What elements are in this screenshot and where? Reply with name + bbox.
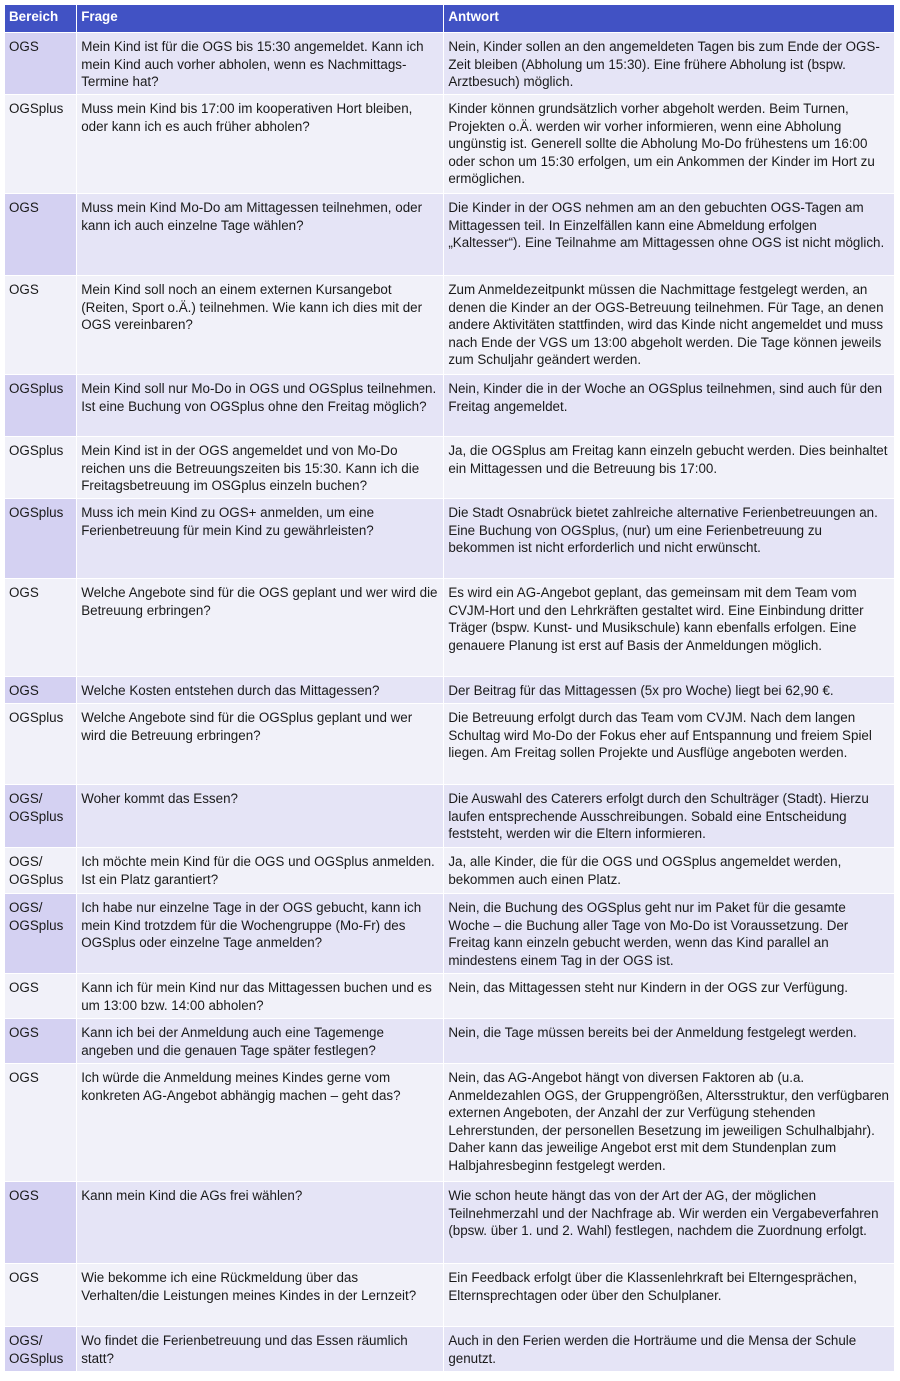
question-cell: Ich habe nur einzelne Tage in der OGS gebucht, kann ich mein Kind trotzdem für die Wochengruppe (Mo-Fr) des OGSplus oder einzelne Tage anmelden? bbox=[77, 894, 444, 974]
table-body bbox=[5, 33, 895, 1372]
question-cell: Mein Kind soll nur Mo-Do in OGS und OGSplus teilnehmen. Ist eine Buchung von OGSplus ohne den Freitag möglich? bbox=[77, 375, 444, 437]
question-cell: Ich würde die Anmeldung meines Kindes gerne vom konkreten AG-Angebot abhängig machen – geht das? bbox=[77, 1064, 444, 1182]
answer-cell: Ja, alle Kinder, die für die OGS und OGSplus angemeldet werden, bekommen auch einen Platz. bbox=[444, 848, 895, 894]
area-cell: OGS/ OGSplus bbox=[5, 894, 77, 974]
area-cell: OGS bbox=[5, 1064, 77, 1182]
area-cell: OGSplus bbox=[5, 437, 77, 499]
area-cell: OGS bbox=[5, 194, 77, 276]
area-cell: OGS bbox=[5, 33, 77, 95]
answer-cell: Nein, das Mittagessen steht nur Kindern in der OGS zur Verfügung. bbox=[444, 974, 895, 1019]
answer-cell: Der Beitrag für das Mittagessen (5x pro Woche) liegt bei 62,90 €. bbox=[444, 677, 895, 704]
area-cell: OGS bbox=[5, 1264, 77, 1327]
table-row bbox=[5, 1064, 895, 1182]
area-cell: OGS bbox=[5, 974, 77, 1019]
question-cell: Welche Angebote sind für die OGSplus geplant und wer wird die Betreuung erbringen? bbox=[77, 704, 444, 785]
answer-cell: Wie schon heute hängt das von der Art der AG, der möglichen Teilnehmerzahl und der Nachfrage ab. Wir werden ein Vergabeverfahren (bpsw. über 1. und 2. Wahl) festlegen, nachdem die Zuordnung erfolgt. bbox=[444, 1182, 895, 1264]
area-cell: OGSplus bbox=[5, 95, 77, 194]
table-row bbox=[5, 894, 895, 974]
table-row bbox=[5, 1019, 895, 1064]
question-cell: Wo findet die Ferienbetreuung und das Essen räumlich statt? bbox=[77, 1327, 444, 1372]
table-row bbox=[5, 437, 895, 499]
table-header bbox=[5, 5, 895, 33]
table-row bbox=[5, 1327, 895, 1372]
area-cell: OGS bbox=[5, 677, 77, 704]
table-row bbox=[5, 33, 895, 95]
table-row bbox=[5, 276, 895, 375]
answer-cell: Es wird ein AG-Angebot geplant, das gemeinsam mit dem Team vom CVJM-Hort und den Lehrkräften gestaltet wird. Eine Einbindung dritter Träger (bspw. Kunst- und Musikschule) kann ebenfalls erfolgen. Eine genauere Planung ist erst auf Basis der Anmeldungen möglich. bbox=[444, 579, 895, 677]
table-row bbox=[5, 375, 895, 437]
question-cell: Mein Kind ist in der OGS angemeldet und von Mo-Do reichen uns die Betreuungszeiten bis 15:30. Kann ich die Freitagsbetreuung im OSGplus einzeln buchen? bbox=[77, 437, 444, 499]
header-row bbox=[5, 5, 895, 33]
answer-cell: Die Stadt Osnabrück bietet zahlreiche alternative Ferienbetreuungen an. Eine Buchung von OGSplus, (nur) um eine Ferienbetreuung zu bekommen ist nicht erforderlich und nicht erwünscht. bbox=[444, 499, 895, 579]
table-row bbox=[5, 785, 895, 848]
table-row bbox=[5, 1182, 895, 1264]
answer-cell: Nein, die Tage müssen bereits bei der Anmeldung festgelegt werden. bbox=[444, 1019, 895, 1064]
table-row bbox=[5, 499, 895, 579]
area-cell: OGSplus bbox=[5, 499, 77, 579]
question-cell: Wie bekomme ich eine Rückmeldung über das Verhalten/die Leistungen meines Kindes in der Lernzeit? bbox=[77, 1264, 444, 1327]
area-cell: OGS bbox=[5, 276, 77, 375]
answer-cell: Nein, Kinder die in der Woche an OGSplus teilnehmen, sind auch für den Freitag angemeldet. bbox=[444, 375, 895, 437]
area-cell: OGSplus bbox=[5, 375, 77, 437]
question-cell: Muss ich mein Kind zu OGS+ anmelden, um eine Ferienbetreuung für mein Kind zu gewährleisten? bbox=[77, 499, 444, 579]
question-cell: Kann mein Kind die AGs frei wählen? bbox=[77, 1182, 444, 1264]
answer-cell: Nein, Kinder sollen an den angemeldeten Tagen bis zum Ende der OGS-Zeit bleiben (Abholung um 15:30). Eine frühere Abholung ist (bspw. Arztbesuch) möglich. bbox=[444, 33, 895, 95]
area-cell: OGS bbox=[5, 579, 77, 677]
area-cell: OGS/ OGSplus bbox=[5, 1327, 77, 1372]
answer-cell: Auch in den Ferien werden die Horträume und die Mensa der Schule genutzt. bbox=[444, 1327, 895, 1372]
table-row bbox=[5, 974, 895, 1019]
answer-cell: Die Auswahl des Caterers erfolgt durch den Schulträger (Stadt). Hierzu laufen entsprechende Ausschreibungen. Sobald eine Entscheidung feststeht, werden wir die Eltern informieren. bbox=[444, 785, 895, 848]
header-answer: Antwort bbox=[444, 5, 895, 33]
header-area: Bereich bbox=[5, 5, 77, 33]
table-row bbox=[5, 579, 895, 677]
faq-table bbox=[4, 4, 895, 1372]
area-cell: OGSplus bbox=[5, 704, 77, 785]
question-cell: Kann ich für mein Kind nur das Mittagessen buchen und es um 13:00 bzw. 14:00 abholen? bbox=[77, 974, 444, 1019]
area-cell: OGS bbox=[5, 1019, 77, 1064]
table-row bbox=[5, 677, 895, 704]
question-cell: Welche Angebote sind für die OGS geplant und wer wird die Betreuung erbringen? bbox=[77, 579, 444, 677]
answer-cell: Nein, die Buchung des OGSplus geht nur im Paket für die gesamte Woche – die Buchung aller Tage von Mo-Do ist Voraussetzung. Der Freitag kann einzeln gebucht werden, wenn das Kind parallel an mindestens einem Tag in der OGS ist. bbox=[444, 894, 895, 974]
question-cell: Woher kommt das Essen? bbox=[77, 785, 444, 848]
table-row bbox=[5, 848, 895, 894]
area-cell: OGS/ OGSplus bbox=[5, 785, 77, 848]
question-cell: Welche Kosten entstehen durch das Mittagessen? bbox=[77, 677, 444, 704]
answer-cell: Ja, die OGSplus am Freitag kann einzeln gebucht werden. Dies beinhaltet ein Mittagessen und die Betreuung bis 17:00. bbox=[444, 437, 895, 499]
header-question: Frage bbox=[77, 5, 444, 33]
answer-cell: Kinder können grundsätzlich vorher abgeholt werden. Beim Turnen, Projekten o.Ä. werden wir vorher informieren, wenn eine Abholung ungünstig ist. Generell sollte die Abholung Mo-Do frühestens um 16:00 oder schon um 15:30 erfolgen, um ein Ankommen der Kinder im Hort zu ermöglichen. bbox=[444, 95, 895, 194]
question-cell: Muss mein Kind Mo-Do am Mittagessen teilnehmen, oder kann ich auch einzelne Tage wählen? bbox=[77, 194, 444, 276]
question-cell: Mein Kind ist für die OGS bis 15:30 angemeldet. Kann ich mein Kind auch vorher abholen, wenn es Nachmittags-Termine hat? bbox=[77, 33, 444, 95]
table-row bbox=[5, 704, 895, 785]
table-row bbox=[5, 1264, 895, 1327]
area-cell: OGS/ OGSplus bbox=[5, 848, 77, 894]
table-row bbox=[5, 194, 895, 276]
question-cell: Kann ich bei der Anmeldung auch eine Tagemenge angeben und die genauen Tage später festlegen? bbox=[77, 1019, 444, 1064]
answer-cell: Zum Anmeldezeitpunkt müssen die Nachmittage festgelegt werden, an denen die Kinder an der OGS-Betreuung teilnehmen. Für Tage, an denen andere Aktivitäten stattfinden, wird das Kinde nicht angemeldet und muss nach Ende der VGS um 13:00 abgeholt werden. Die Tage können jeweils zum Schuljahr geändert werden. bbox=[444, 276, 895, 375]
question-cell: Mein Kind soll noch an einem externen Kursangebot (Reiten, Sport o.Ä.) teilnehmen. Wie kann ich dies mit der OGS vereinbaren? bbox=[77, 276, 444, 375]
question-cell: Ich möchte mein Kind für die OGS und OGSplus anmelden. Ist ein Platz garantiert? bbox=[77, 848, 444, 894]
question-cell: Muss mein Kind bis 17:00 im kooperativen Hort bleiben, oder kann ich es auch früher abholen? bbox=[77, 95, 444, 194]
answer-cell: Ein Feedback erfolgt über die Klassenlehrkraft bei Elterngesprächen, Elternsprechtagen oder über den Schulplaner. bbox=[444, 1264, 895, 1327]
answer-cell: Nein, das AG-Angebot hängt von diversen Faktoren ab (u.a. Anmeldezahlen OGS, der Gruppengrößen, Altersstruktur, den verfügbaren externen Angeboten, der Anzahl der zur Verfügung stehenden Lehrerstunden, der personellen Besetzung im jeweiligen Schulhalbjahr). Daher kann das jeweilige Angebot erst mit dem Stundenplan zum Halbjahresbeginn festgelegt werden. bbox=[444, 1064, 895, 1182]
answer-cell: Die Betreuung erfolgt durch das Team vom CVJM. Nach dem langen Schultag wird Mo-Do der Fokus eher auf Entspannung und freiem Spiel liegen. Am Freitag sollen Projekte und Ausflüge angeboten werden. bbox=[444, 704, 895, 785]
answer-cell: Die Kinder in der OGS nehmen am an den gebuchten OGS-Tagen am Mittagessen teil. In Einzelfällen kann eine Abmeldung erfolgen „Kaltesser“). Eine Teilnahme am Mittagessen ohne OGS ist nicht möglich. bbox=[444, 194, 895, 276]
table-row bbox=[5, 95, 895, 194]
area-cell: OGS bbox=[5, 1182, 77, 1264]
